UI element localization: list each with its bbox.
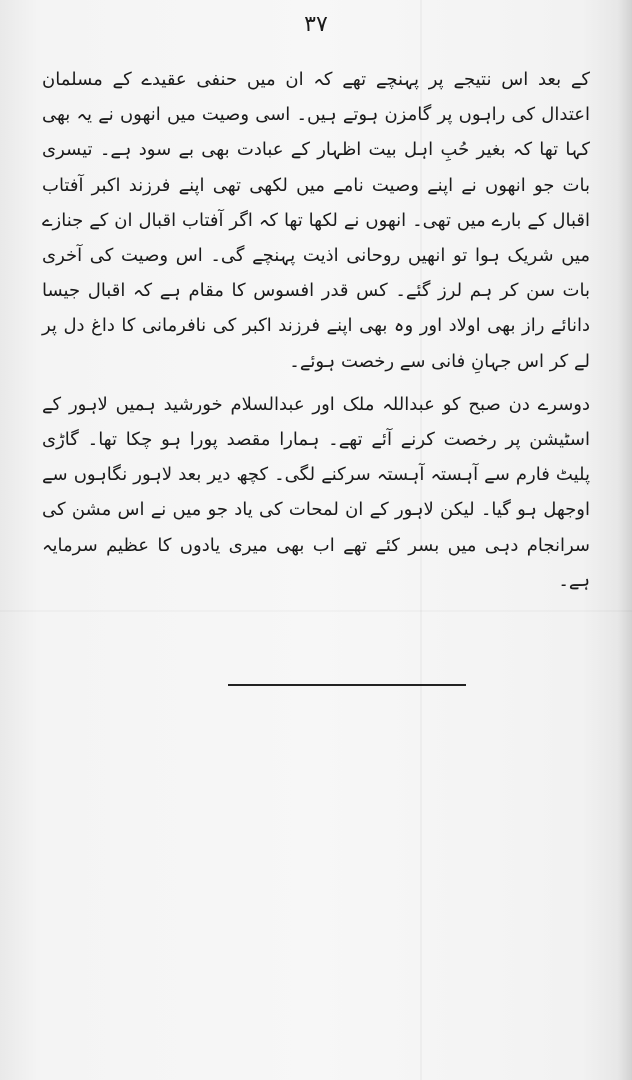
paragraph-1: کے بعد اس نتیجے پر پہنچے تھے کہ ان میں حنفی عقیدے کے مسلمان اعتدال کی راہوں پر گامزن ہوتے ہیں۔ اسی وصیت میں انھوں نے یہ بھی کہا تھا کہ بغیر حُبِ اہل بیت اظہار کے عبادت بھی بے سود ہے۔ تیسری بات جو انھوں نے اپنے وصیت نامے میں لکھی تھی اپنے فرزند اکبر آفتاب اقبال کے بارے میں تھی۔ انھوں نے لکھا تھا کہ اگر آفتاب اقبال ان کے جنازے میں شریک ہوا تو انھیں روحانی اذیت پہنچے گی۔ اس وصیت کی آخری بات سن کر ہم لرز گئے۔ کس قدر افسوس کا مقام ہے کہ اقبال جیسا دانائے راز بھی اولاد اور وہ بھی اپنے فرزند اکبر کی نافرمانی کا داغ دل پر لے کر اس جہانِ فانی سے رخصت ہوئے۔: [42, 69, 590, 372]
paragraph-2: دوسرے دن صبح کو عبداللہ ملک اور عبدالسلام خورشید ہمیں لاہور کے اسٹیشن پر رخصت کرنے آئے تھے۔ ہمارا مقصد پورا ہو چکا تھا۔ گاڑی پلیٹ فارم سے آہستہ آہستہ سرکنے لگی۔ کچھ دیر بعد لاہور نگاہوں سے اوجھل ہو گیا۔ لیکن لاہور کے ان لمحات کی یاد جو میں نے اس مشن کی سرانجام دہی میں بسر کئے تھے اب بھی میری یادوں کا عظیم سرمایہ ہے۔: [42, 393, 590, 591]
page-edge-shadow: [618, 0, 632, 1080]
body-text: [42, 62, 590, 598]
page-number: ۳۷: [304, 12, 328, 37]
section-divider: [228, 684, 466, 686]
paper-crease-horizontal: [0, 610, 632, 612]
